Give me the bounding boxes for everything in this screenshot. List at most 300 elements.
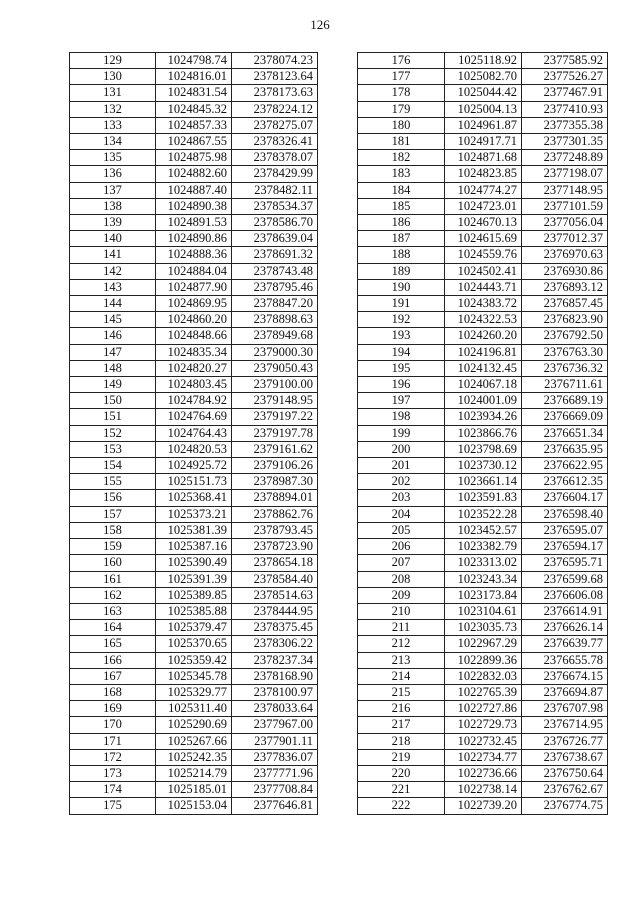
table-row <box>70 166 318 182</box>
point-number-cell: 216 <box>358 701 445 717</box>
x-coordinate-cell: 1022738.14 <box>445 782 522 798</box>
table-row <box>358 360 608 376</box>
y-coordinate-cell: 2376669.09 <box>522 409 608 425</box>
x-coordinate-cell: 1024816.01 <box>156 69 232 85</box>
x-coordinate-cell: 1023035.73 <box>445 620 522 636</box>
point-number-cell: 165 <box>70 636 156 652</box>
y-coordinate-cell: 2376606.08 <box>522 587 608 603</box>
y-coordinate-cell: 2376711.61 <box>522 377 608 393</box>
y-coordinate-cell: 2377410.93 <box>522 101 608 117</box>
x-coordinate-cell: 1022736.66 <box>445 765 522 781</box>
table-row <box>358 296 608 312</box>
x-coordinate-cell: 1024383.72 <box>445 296 522 312</box>
x-coordinate-cell: 1025082.70 <box>445 69 522 85</box>
y-coordinate-cell: 2378949.68 <box>232 328 318 344</box>
point-number-cell: 184 <box>358 182 445 198</box>
x-coordinate-cell: 1025373.21 <box>156 506 232 522</box>
y-coordinate-cell: 2376595.71 <box>522 555 608 571</box>
point-number-cell: 154 <box>70 458 156 474</box>
x-coordinate-cell: 1025004.13 <box>445 101 522 117</box>
point-number-cell: 203 <box>358 490 445 506</box>
x-coordinate-cell: 1023382.79 <box>445 539 522 555</box>
table-row <box>358 117 608 133</box>
table-row <box>358 69 608 85</box>
point-number-cell: 134 <box>70 134 156 150</box>
point-number-cell: 136 <box>70 166 156 182</box>
y-coordinate-cell: 2378033.64 <box>232 701 318 717</box>
table-row <box>358 474 608 490</box>
y-coordinate-cell: 2377148.95 <box>522 182 608 198</box>
point-number-cell: 177 <box>358 69 445 85</box>
x-coordinate-cell: 1024260.20 <box>445 328 522 344</box>
point-number-cell: 202 <box>358 474 445 490</box>
x-coordinate-cell: 1025345.78 <box>156 668 232 684</box>
y-coordinate-cell: 2377771.96 <box>232 765 318 781</box>
x-coordinate-cell: 1025368.41 <box>156 490 232 506</box>
y-coordinate-cell: 2376655.78 <box>522 652 608 668</box>
point-number-cell: 141 <box>70 247 156 263</box>
y-coordinate-cell: 2379197.78 <box>232 425 318 441</box>
table-row <box>358 506 608 522</box>
y-coordinate-cell: 2378375.45 <box>232 620 318 636</box>
point-number-cell: 170 <box>70 717 156 733</box>
x-coordinate-cell: 1023313.02 <box>445 555 522 571</box>
table-row <box>70 717 318 733</box>
y-coordinate-cell: 2378482.11 <box>232 182 318 198</box>
table-row <box>358 636 608 652</box>
y-coordinate-cell: 2376893.12 <box>522 279 608 295</box>
y-coordinate-cell: 2379000.30 <box>232 344 318 360</box>
x-coordinate-cell: 1024887.40 <box>156 182 232 198</box>
table-row <box>358 247 608 263</box>
table-row <box>358 409 608 425</box>
y-coordinate-cell: 2376635.95 <box>522 441 608 457</box>
y-coordinate-cell: 2379100.00 <box>232 377 318 393</box>
point-number-cell: 131 <box>70 85 156 101</box>
y-coordinate-cell: 2378224.12 <box>232 101 318 117</box>
point-number-cell: 191 <box>358 296 445 312</box>
point-number-cell: 150 <box>70 393 156 409</box>
y-coordinate-cell: 2376738.67 <box>522 749 608 765</box>
point-number-cell: 174 <box>70 782 156 798</box>
x-coordinate-cell: 1022832.03 <box>445 668 522 684</box>
table-row <box>358 603 608 619</box>
y-coordinate-cell: 2378378.07 <box>232 150 318 166</box>
table-row <box>358 733 608 749</box>
point-number-cell: 186 <box>358 215 445 231</box>
point-number-cell: 192 <box>358 312 445 328</box>
table-row <box>358 425 608 441</box>
point-number-cell: 187 <box>358 231 445 247</box>
table-row <box>358 101 608 117</box>
point-number-cell: 135 <box>70 150 156 166</box>
y-coordinate-cell: 2378793.45 <box>232 522 318 538</box>
x-coordinate-cell: 1025379.47 <box>156 620 232 636</box>
point-number-cell: 163 <box>70 603 156 619</box>
y-coordinate-cell: 2378173.63 <box>232 85 318 101</box>
y-coordinate-cell: 2378743.48 <box>232 263 318 279</box>
point-number-cell: 181 <box>358 134 445 150</box>
point-number-cell: 212 <box>358 636 445 652</box>
table-row <box>70 441 318 457</box>
y-coordinate-cell: 2376614.91 <box>522 603 608 619</box>
table-row <box>358 571 608 587</box>
x-coordinate-cell: 1025390.49 <box>156 555 232 571</box>
table-row <box>70 247 318 263</box>
table-row <box>358 539 608 555</box>
point-number-cell: 214 <box>358 668 445 684</box>
y-coordinate-cell: 2376651.34 <box>522 425 608 441</box>
table-row <box>358 587 608 603</box>
y-coordinate-cell: 2376598.40 <box>522 506 608 522</box>
point-number-cell: 210 <box>358 603 445 619</box>
y-coordinate-cell: 2377248.89 <box>522 150 608 166</box>
y-coordinate-cell: 2379050.43 <box>232 360 318 376</box>
table-row <box>358 441 608 457</box>
y-coordinate-cell: 2378306.22 <box>232 636 318 652</box>
point-number-cell: 221 <box>358 782 445 798</box>
y-coordinate-cell: 2378123.64 <box>232 69 318 85</box>
x-coordinate-cell: 1025359.42 <box>156 652 232 668</box>
x-coordinate-cell: 1024925.72 <box>156 458 232 474</box>
y-coordinate-cell: 2376694.87 <box>522 684 608 700</box>
y-coordinate-cell: 2378534.37 <box>232 198 318 214</box>
table-row <box>358 263 608 279</box>
point-number-cell: 208 <box>358 571 445 587</box>
x-coordinate-cell: 1024871.68 <box>445 150 522 166</box>
y-coordinate-cell: 2376594.17 <box>522 539 608 555</box>
table-row <box>358 53 608 69</box>
point-number-cell: 159 <box>70 539 156 555</box>
x-coordinate-cell: 1024322.53 <box>445 312 522 328</box>
x-coordinate-cell: 1025311.40 <box>156 701 232 717</box>
x-coordinate-cell: 1022899.36 <box>445 652 522 668</box>
point-number-cell: 190 <box>358 279 445 295</box>
point-number-cell: 198 <box>358 409 445 425</box>
x-coordinate-cell: 1024774.27 <box>445 182 522 198</box>
point-number-cell: 194 <box>358 344 445 360</box>
point-number-cell: 137 <box>70 182 156 198</box>
x-coordinate-cell: 1024845.32 <box>156 101 232 117</box>
page-number: 126 <box>310 17 330 32</box>
y-coordinate-cell: 2376726.77 <box>522 733 608 749</box>
y-coordinate-cell: 2378275.07 <box>232 117 318 133</box>
y-coordinate-cell: 2378639.04 <box>232 231 318 247</box>
point-number-cell: 197 <box>358 393 445 409</box>
point-number-cell: 215 <box>358 684 445 700</box>
table-row <box>70 765 318 781</box>
table-row <box>358 231 608 247</box>
x-coordinate-cell: 1023173.84 <box>445 587 522 603</box>
x-coordinate-cell: 1023522.28 <box>445 506 522 522</box>
point-number-cell: 132 <box>70 101 156 117</box>
table-row <box>358 279 608 295</box>
y-coordinate-cell: 2379148.95 <box>232 393 318 409</box>
y-coordinate-cell: 2376762.67 <box>522 782 608 798</box>
table-row <box>358 458 608 474</box>
x-coordinate-cell: 1025385.88 <box>156 603 232 619</box>
table-row <box>358 166 608 182</box>
point-number-cell: 213 <box>358 652 445 668</box>
point-number-cell: 209 <box>358 587 445 603</box>
x-coordinate-cell: 1025267.66 <box>156 733 232 749</box>
point-number-cell: 180 <box>358 117 445 133</box>
table-row <box>358 749 608 765</box>
y-coordinate-cell: 2378691.32 <box>232 247 318 263</box>
x-coordinate-cell: 1025214.79 <box>156 765 232 781</box>
table-row <box>70 377 318 393</box>
table-row <box>70 53 318 69</box>
point-number-cell: 205 <box>358 522 445 538</box>
table-row <box>70 409 318 425</box>
x-coordinate-cell: 1024615.69 <box>445 231 522 247</box>
point-number-cell: 142 <box>70 263 156 279</box>
point-number-cell: 189 <box>358 263 445 279</box>
point-number-cell: 164 <box>70 620 156 636</box>
x-coordinate-cell: 1024764.69 <box>156 409 232 425</box>
coordinates-table-left <box>69 52 318 815</box>
point-number-cell: 206 <box>358 539 445 555</box>
point-number-cell: 162 <box>70 587 156 603</box>
y-coordinate-cell: 2377355.38 <box>522 117 608 133</box>
table-row <box>70 798 318 814</box>
table-row <box>70 668 318 684</box>
y-coordinate-cell: 2378987.30 <box>232 474 318 490</box>
point-number-cell: 183 <box>358 166 445 182</box>
x-coordinate-cell: 1025153.04 <box>156 798 232 814</box>
x-coordinate-cell: 1024798.74 <box>156 53 232 69</box>
y-coordinate-cell: 2376639.77 <box>522 636 608 652</box>
y-coordinate-cell: 2377012.37 <box>522 231 608 247</box>
x-coordinate-cell: 1024890.86 <box>156 231 232 247</box>
x-coordinate-cell: 1023934.26 <box>445 409 522 425</box>
table-row <box>70 328 318 344</box>
table-row <box>70 312 318 328</box>
x-coordinate-cell: 1024890.38 <box>156 198 232 214</box>
y-coordinate-cell: 2378237.34 <box>232 652 318 668</box>
point-number-cell: 188 <box>358 247 445 263</box>
point-number-cell: 157 <box>70 506 156 522</box>
table-row <box>70 522 318 538</box>
point-number-cell: 196 <box>358 377 445 393</box>
x-coordinate-cell: 1024820.27 <box>156 360 232 376</box>
point-number-cell: 130 <box>70 69 156 85</box>
y-coordinate-cell: 2378723.90 <box>232 539 318 555</box>
table-row <box>70 506 318 522</box>
point-number-cell: 146 <box>70 328 156 344</box>
x-coordinate-cell: 1024559.76 <box>445 247 522 263</box>
x-coordinate-cell: 1024860.20 <box>156 312 232 328</box>
x-coordinate-cell: 1025370.65 <box>156 636 232 652</box>
y-coordinate-cell: 2377967.00 <box>232 717 318 733</box>
y-coordinate-cell: 2376595.07 <box>522 522 608 538</box>
point-number-cell: 144 <box>70 296 156 312</box>
table-row <box>70 425 318 441</box>
table-row <box>70 231 318 247</box>
point-number-cell: 199 <box>358 425 445 441</box>
table-row <box>358 782 608 798</box>
table-row <box>70 555 318 571</box>
table-row <box>70 620 318 636</box>
table-row <box>70 701 318 717</box>
y-coordinate-cell: 2376750.64 <box>522 765 608 781</box>
x-coordinate-cell: 1024820.53 <box>156 441 232 457</box>
x-coordinate-cell: 1024848.66 <box>156 328 232 344</box>
x-coordinate-cell: 1025185.01 <box>156 782 232 798</box>
x-coordinate-cell: 1023798.69 <box>445 441 522 457</box>
x-coordinate-cell: 1024196.81 <box>445 344 522 360</box>
x-coordinate-cell: 1023104.61 <box>445 603 522 619</box>
x-coordinate-cell: 1022727.86 <box>445 701 522 717</box>
x-coordinate-cell: 1024917.71 <box>445 134 522 150</box>
coordinates-table-right <box>357 52 608 815</box>
x-coordinate-cell: 1025329.77 <box>156 684 232 700</box>
x-coordinate-cell: 1024884.04 <box>156 263 232 279</box>
table-row <box>70 733 318 749</box>
x-coordinate-cell: 1025151.73 <box>156 474 232 490</box>
y-coordinate-cell: 2376604.17 <box>522 490 608 506</box>
x-coordinate-cell: 1024764.43 <box>156 425 232 441</box>
point-number-cell: 155 <box>70 474 156 490</box>
table-row <box>70 215 318 231</box>
x-coordinate-cell: 1022732.45 <box>445 733 522 749</box>
x-coordinate-cell: 1022729.73 <box>445 717 522 733</box>
y-coordinate-cell: 2377198.07 <box>522 166 608 182</box>
table-row <box>70 150 318 166</box>
y-coordinate-cell: 2376674.15 <box>522 668 608 684</box>
table-row <box>358 701 608 717</box>
table-row <box>358 393 608 409</box>
x-coordinate-cell: 1024831.54 <box>156 85 232 101</box>
point-number-cell: 139 <box>70 215 156 231</box>
table-row <box>70 69 318 85</box>
table-row <box>70 360 318 376</box>
y-coordinate-cell: 2379106.26 <box>232 458 318 474</box>
x-coordinate-cell: 1024835.34 <box>156 344 232 360</box>
point-number-cell: 143 <box>70 279 156 295</box>
point-number-cell: 151 <box>70 409 156 425</box>
y-coordinate-cell: 2376857.45 <box>522 296 608 312</box>
x-coordinate-cell: 1022967.29 <box>445 636 522 652</box>
table-row <box>358 150 608 166</box>
point-number-cell: 152 <box>70 425 156 441</box>
y-coordinate-cell: 2376763.30 <box>522 344 608 360</box>
y-coordinate-cell: 2377526.27 <box>522 69 608 85</box>
table-row <box>358 215 608 231</box>
point-number-cell: 147 <box>70 344 156 360</box>
y-coordinate-cell: 2376707.98 <box>522 701 608 717</box>
x-coordinate-cell: 1024823.85 <box>445 166 522 182</box>
point-number-cell: 185 <box>358 198 445 214</box>
point-number-cell: 179 <box>358 101 445 117</box>
table-row <box>70 749 318 765</box>
point-number-cell: 160 <box>70 555 156 571</box>
x-coordinate-cell: 1025381.39 <box>156 522 232 538</box>
y-coordinate-cell: 2376823.90 <box>522 312 608 328</box>
point-number-cell: 161 <box>70 571 156 587</box>
table-row <box>358 652 608 668</box>
table-row <box>70 603 318 619</box>
x-coordinate-cell: 1023591.83 <box>445 490 522 506</box>
y-coordinate-cell: 2376774.75 <box>522 798 608 814</box>
table-row <box>70 198 318 214</box>
table-row <box>358 522 608 538</box>
y-coordinate-cell: 2377056.04 <box>522 215 608 231</box>
point-number-cell: 220 <box>358 765 445 781</box>
y-coordinate-cell: 2377585.92 <box>522 53 608 69</box>
y-coordinate-cell: 2378168.90 <box>232 668 318 684</box>
y-coordinate-cell: 2376689.19 <box>522 393 608 409</box>
x-coordinate-cell: 1024502.41 <box>445 263 522 279</box>
x-coordinate-cell: 1025044.42 <box>445 85 522 101</box>
x-coordinate-cell: 1025389.85 <box>156 587 232 603</box>
point-number-cell: 178 <box>358 85 445 101</box>
table-row <box>70 474 318 490</box>
x-coordinate-cell: 1025387.16 <box>156 539 232 555</box>
point-number-cell: 175 <box>70 798 156 814</box>
y-coordinate-cell: 2377646.81 <box>232 798 318 814</box>
y-coordinate-cell: 2377836.07 <box>232 749 318 765</box>
table-row <box>358 377 608 393</box>
table-row <box>358 312 608 328</box>
y-coordinate-cell: 2377101.59 <box>522 198 608 214</box>
table-row <box>70 182 318 198</box>
y-coordinate-cell: 2377708.84 <box>232 782 318 798</box>
point-number-cell: 201 <box>358 458 445 474</box>
x-coordinate-cell: 1024891.53 <box>156 215 232 231</box>
table-row <box>358 717 608 733</box>
x-coordinate-cell: 1024001.09 <box>445 393 522 409</box>
point-number-cell: 133 <box>70 117 156 133</box>
x-coordinate-cell: 1025118.92 <box>445 53 522 69</box>
table-row <box>358 668 608 684</box>
point-number-cell: 195 <box>358 360 445 376</box>
table-row <box>70 279 318 295</box>
y-coordinate-cell: 2378100.97 <box>232 684 318 700</box>
table-row <box>70 458 318 474</box>
table-row <box>70 85 318 101</box>
x-coordinate-cell: 1024784.92 <box>156 393 232 409</box>
point-number-cell: 148 <box>70 360 156 376</box>
point-number-cell: 167 <box>70 668 156 684</box>
table-row <box>358 620 608 636</box>
x-coordinate-cell: 1024877.90 <box>156 279 232 295</box>
table-row <box>358 684 608 700</box>
point-number-cell: 168 <box>70 684 156 700</box>
point-number-cell: 182 <box>358 150 445 166</box>
table-row <box>70 117 318 133</box>
point-number-cell: 218 <box>358 733 445 749</box>
point-number-cell: 138 <box>70 198 156 214</box>
point-number-cell: 166 <box>70 652 156 668</box>
point-number-cell: 158 <box>70 522 156 538</box>
point-number-cell: 193 <box>358 328 445 344</box>
y-coordinate-cell: 2379197.22 <box>232 409 318 425</box>
y-coordinate-cell: 2376792.50 <box>522 328 608 344</box>
x-coordinate-cell: 1024857.33 <box>156 117 232 133</box>
point-number-cell: 176 <box>358 53 445 69</box>
y-coordinate-cell: 2376622.95 <box>522 458 608 474</box>
y-coordinate-cell: 2376626.14 <box>522 620 608 636</box>
point-number-cell: 211 <box>358 620 445 636</box>
x-coordinate-cell: 1024670.13 <box>445 215 522 231</box>
x-coordinate-cell: 1024961.87 <box>445 117 522 133</box>
table-row <box>70 101 318 117</box>
table-row <box>70 296 318 312</box>
table-row <box>70 571 318 587</box>
table-row <box>70 782 318 798</box>
table-row <box>70 587 318 603</box>
